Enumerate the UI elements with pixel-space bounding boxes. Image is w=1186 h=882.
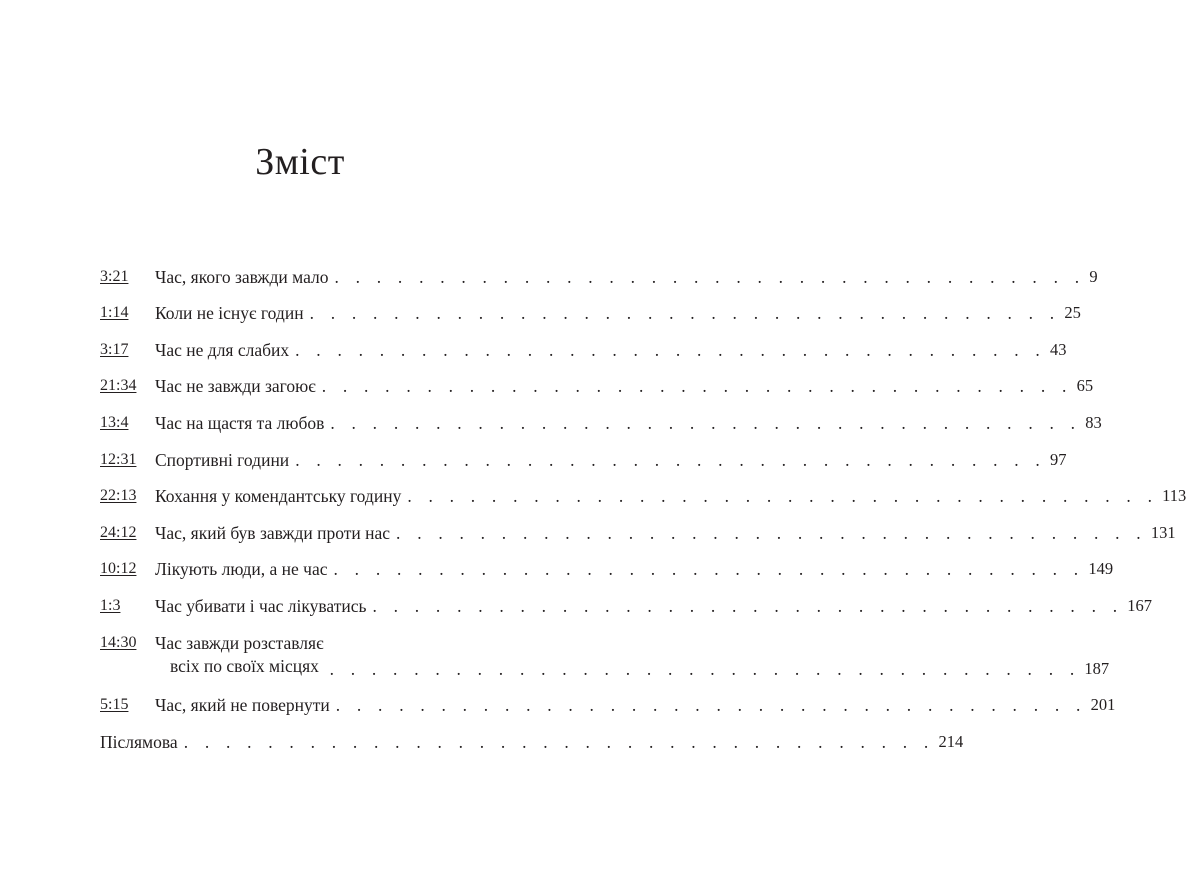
entry-page: 167 <box>1127 595 1153 615</box>
entry-time: 10:12 <box>100 560 137 578</box>
entry-page: 9 <box>1089 266 1098 286</box>
entry-page: 97 <box>1050 449 1067 469</box>
toc-entry[interactable] <box>100 506 1176 543</box>
toc-entry[interactable] <box>100 396 1102 433</box>
toc-entry[interactable] <box>100 433 1067 470</box>
entry-page: 187 <box>1084 658 1110 678</box>
entry-title: Післямова <box>100 731 178 752</box>
entry-time: 22:13 <box>100 487 137 505</box>
entry-time: 3:17 <box>100 340 129 358</box>
entry-time: 14:30 <box>100 633 137 651</box>
dot-leader: . . . . . . . . . . . . . . . . . . . . . . . . . . . . . . . . . . . . <box>372 595 1124 616</box>
entry-time: 21:34 <box>100 377 137 395</box>
entry-title: Час, який не повернути <box>155 695 330 716</box>
toc-entry[interactable] <box>100 579 1153 616</box>
toc-entry[interactable] <box>100 616 1110 679</box>
entry-time: 24:12 <box>100 523 137 541</box>
dot-leader: . . . . . . . . . . . . . . . . . . . . . . . . . . . . . . . . . . . . <box>329 658 1081 679</box>
dot-leader: . . . . . . . . . . . . . . . . . . . . . . . . . . . . . . . . . . . . <box>183 731 935 752</box>
page-title: Зміст <box>255 141 345 183</box>
entry-time: 5:15 <box>100 696 129 714</box>
toc-entry[interactable] <box>100 470 1186 507</box>
entry-title: Час не завжди загоює <box>155 376 316 397</box>
toc-entry[interactable] <box>100 543 1114 580</box>
entry-title: Час убивати і час лікуватись <box>155 595 367 616</box>
dot-leader: . . . . . . . . . . . . . . . . . . . . . . . . . . . . . . . . . . . . <box>321 376 1073 397</box>
table-of-contents <box>100 250 1186 752</box>
entry-title: Кохання у комендантську годину <box>155 486 402 507</box>
entry-title-line2: всіх по своїх місцях <box>170 655 319 676</box>
toc-entry[interactable] <box>100 287 1081 324</box>
dot-leader: . . . . . . . . . . . . . . . . . . . . . . . . . . . . . . . . . . . . <box>333 559 1085 580</box>
dot-leader: . . . . . . . . . . . . . . . . . . . . . . . . . . . . . . . . . . . . <box>295 339 1046 360</box>
dot-leader: . . . . . . . . . . . . . . . . . . . . . . . . . . . . . . . . . . . . <box>335 695 1087 716</box>
entry-time: 3:21 <box>100 267 129 285</box>
dot-leader: . . . . . . . . . . . . . . . . . . . . . . . . . . . . . . . . . . . . <box>330 412 1082 433</box>
entry-page: 113 <box>1162 486 1186 506</box>
entry-title: Час завжди розставляє <box>155 632 324 653</box>
entry-title: Час на щастя та любов <box>155 412 325 433</box>
entry-title: Час, якого завжди мало <box>155 266 329 287</box>
dot-leader: . . . . . . . . . . . . . . . . . . . . . . . . . . . . . . . . . . . . <box>334 266 1086 287</box>
entry-time: 12:31 <box>100 450 137 468</box>
dot-leader: . . . . . . . . . . . . . . . . . . . . . . . . . . . . . . . . . . . . <box>396 522 1147 543</box>
dot-leader: . . . . . . . . . . . . . . . . . . . . . . . . . . . . . . . . . . . . <box>407 486 1159 507</box>
entry-time: 1:3 <box>100 596 121 614</box>
entry-page: 65 <box>1076 376 1094 396</box>
entry-page: 214 <box>938 731 964 751</box>
entry-page: 25 <box>1064 303 1081 323</box>
entry-title: Спортивні години <box>155 449 290 470</box>
dot-leader: . . . . . . . . . . . . . . . . . . . . . . . . . . . . . . . . . . . . <box>309 303 1061 324</box>
entry-time: 1:14 <box>100 304 129 322</box>
toc-entry[interactable] <box>100 360 1094 397</box>
dot-leader: . . . . . . . . . . . . . . . . . . . . . . . . . . . . . . . . . . . . <box>295 449 1047 470</box>
entry-title: Час не для слабих <box>155 339 290 360</box>
toc-entry-afterword[interactable] <box>100 715 964 752</box>
entry-page: 131 <box>1150 522 1176 542</box>
entry-title: Лікують люди, а не час <box>155 559 328 580</box>
entry-title: Час, який був завжди проти нас <box>155 522 391 543</box>
toc-entry[interactable] <box>100 250 1098 287</box>
toc-entry[interactable] <box>100 323 1067 360</box>
entry-page: 201 <box>1090 695 1116 715</box>
entry-page: 43 <box>1049 339 1067 359</box>
entry-page: 83 <box>1085 412 1102 432</box>
entry-title: Коли не існує годин <box>155 303 304 324</box>
entry-time: 13:4 <box>100 413 129 431</box>
toc-entry[interactable] <box>100 679 1116 716</box>
entry-page: 149 <box>1088 559 1114 579</box>
